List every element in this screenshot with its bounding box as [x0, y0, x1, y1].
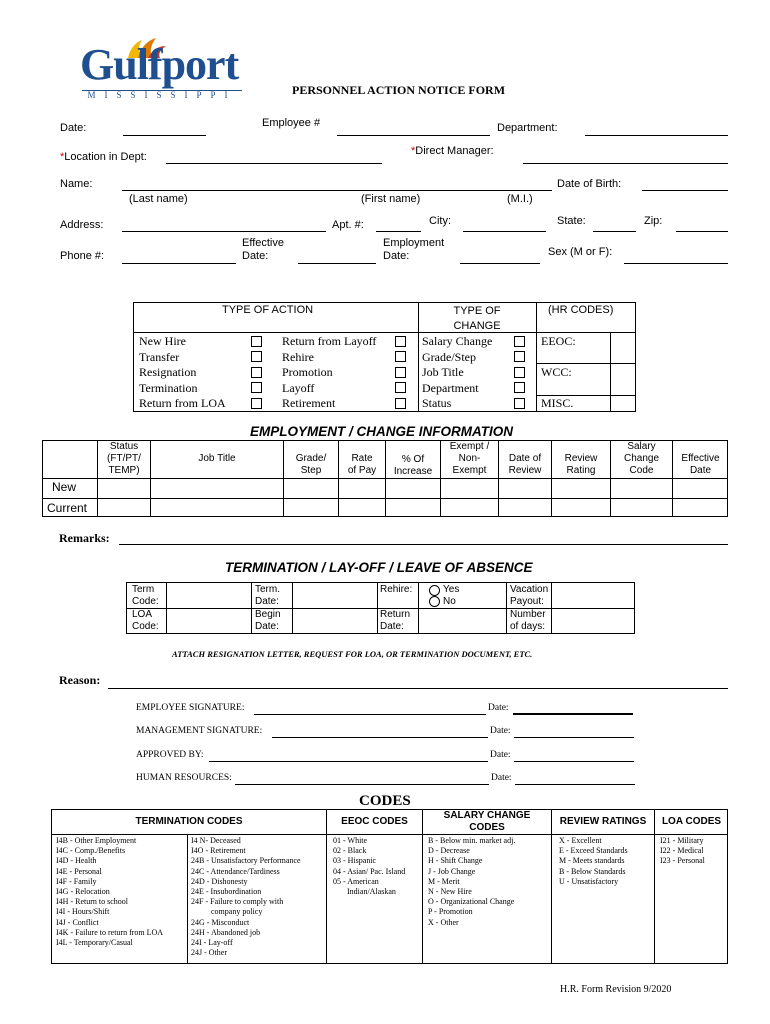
salary-code-item: H - Shift Change	[428, 856, 483, 866]
codes-col-rule	[326, 809, 327, 964]
col-scc-l1: Salary	[627, 441, 656, 452]
checkbox-rehire[interactable]	[395, 351, 406, 362]
eeoc-code-item: 04 - Asian/ Pac. Island	[333, 866, 406, 876]
checkbox-promotion[interactable]	[395, 367, 406, 378]
required-mark: *	[60, 151, 65, 163]
type-of-action-header: TYPE OF ACTION	[222, 304, 314, 316]
term-code-item: I4G - Relocation	[56, 887, 110, 897]
salary-code-item: N - New Hire	[428, 887, 472, 897]
col-job-title	[151, 453, 283, 464]
col-exempt-l2: Non-	[458, 453, 481, 464]
codes-col-rule	[187, 834, 188, 964]
department-line[interactable]	[585, 135, 728, 136]
eeoc-code-item: Indian/Alaskan	[347, 887, 396, 897]
checkbox-return-from-loa[interactable]	[251, 398, 262, 409]
term-code-item: 24F - Failure to comply with	[191, 897, 284, 907]
checkbox-status[interactable]	[514, 398, 525, 409]
return-date-label	[380, 609, 410, 633]
rehire-label: Rehire:	[380, 584, 413, 595]
action-new-hire: New Hire	[139, 334, 186, 348]
salary-code-item: X - Other	[428, 917, 459, 927]
salary-code-item: J - Job Change	[428, 866, 476, 876]
change-grade-step: Grade/Step	[422, 349, 476, 364]
action-table-header-rule	[133, 332, 636, 333]
reason-line[interactable]	[108, 688, 728, 689]
termination-codes-list-b	[191, 836, 301, 958]
action-return-from-layoff: Return from Layoff	[282, 334, 377, 348]
review-code-item: E - Exceed Standards	[559, 846, 628, 856]
sex-line[interactable]	[624, 263, 728, 264]
human-resources-label: HUMAN RESOURCES:	[136, 773, 232, 783]
action-retirement: Retirement	[282, 396, 336, 410]
remarks-label: Remarks:	[59, 531, 110, 545]
loa-codes-list	[660, 836, 705, 867]
term-code-item: I4D - Health	[56, 856, 97, 866]
change-status: Status	[422, 396, 452, 410]
checkbox-job-title[interactable]	[514, 367, 525, 378]
salary-codes-header	[423, 810, 551, 834]
term-code-l2: Code:	[132, 596, 159, 607]
required-mark: *	[411, 145, 416, 157]
hr-wcc: WCC:	[541, 365, 572, 379]
term-code-item: I4H - Return to school	[56, 897, 128, 907]
checkbox-grade-step[interactable]	[514, 351, 525, 362]
termination-col-rule	[292, 582, 293, 634]
hr-blank	[541, 350, 576, 366]
col-effective-date	[673, 453, 728, 477]
management-signature-label: MANAGEMENT SIGNATURE:	[136, 726, 263, 736]
employee-no-line[interactable]	[337, 135, 490, 136]
number-of-days-label	[510, 609, 546, 633]
salary-code-item: P - Promotion	[428, 907, 473, 917]
date-line[interactable]	[123, 135, 206, 136]
approved-by-date-label: Date:	[490, 750, 511, 760]
employment-col-rule	[150, 440, 151, 517]
action-return-from-loa: Return from LOA	[139, 396, 226, 410]
col-grade-step	[284, 453, 338, 477]
hr-codes-col	[541, 334, 576, 412]
term-code-item: 24J - Other	[191, 948, 227, 958]
sex-label: Sex (M or F):	[548, 246, 613, 258]
employee-no-label: Employee #	[262, 117, 321, 129]
employee-signature-date-line[interactable]	[513, 713, 633, 715]
col-dor-l2: Review	[508, 465, 542, 476]
type-of-change-line2: CHANGE	[453, 320, 501, 332]
col-status-l3: TEMP)	[108, 465, 140, 476]
term-code-item: company policy	[211, 907, 263, 917]
loa-code-l1: LOA	[132, 609, 153, 620]
review-code-item: U - Unsatisfactory	[559, 876, 619, 886]
col-salary-change-code	[611, 441, 672, 477]
col-scc-l3: Code	[629, 465, 654, 476]
col-pct-l1: % Of	[401, 454, 425, 465]
checkbox-new-hire[interactable]	[251, 336, 262, 347]
term-code-item: I4J - Conflict	[56, 917, 99, 927]
employment-col-rule	[283, 440, 284, 517]
eeoc-code-item: 05 - American	[333, 876, 379, 886]
last-name-hint: (Last name)	[129, 193, 188, 205]
employment-label-line1: Employment	[383, 237, 445, 249]
city-logo	[80, 34, 245, 100]
first-name-hint: (First name)	[361, 193, 421, 205]
name-line[interactable]	[122, 190, 552, 191]
human-resources-date-label: Date:	[491, 773, 512, 783]
change-department: Department	[422, 380, 479, 395]
salary-code-item: D - Decrease	[428, 846, 470, 856]
review-code-item: B - Below Standards	[559, 866, 626, 876]
col-rr-l1: Review	[564, 453, 598, 464]
location-label	[60, 151, 147, 163]
employment-col-rule	[498, 440, 499, 517]
date-label: Date:	[60, 122, 87, 134]
salary-header-l1: SALARY CHANGE	[443, 810, 531, 821]
form-title: PERSONNEL ACTION NOTICE FORM	[292, 83, 506, 97]
term-code-item: 24H - Abandoned job	[191, 927, 261, 937]
attach-note: ATTACH RESIGNATION LETTER, REQUEST FOR LOA, OR TERMINATION DOCUMENT, ETC.	[172, 649, 533, 659]
col-rate-l2: of Pay	[347, 465, 377, 476]
col-grade-l1: Grade/	[295, 453, 327, 464]
address-line[interactable]	[122, 231, 326, 232]
hr-misc: MISC.	[541, 396, 574, 410]
type-of-change-header	[419, 304, 535, 334]
col-ed-l1: Effective	[681, 453, 720, 464]
col-rate-l1: Rate	[351, 453, 373, 464]
rehire-yes-radio[interactable]	[429, 585, 440, 596]
eeoc-code-item: 02 - Black	[333, 846, 367, 856]
phone-line[interactable]	[122, 263, 236, 264]
management-signature-date-label: Date:	[490, 726, 511, 736]
action-table-divider	[610, 332, 611, 412]
col-status-l2: (FT/PT/	[107, 453, 141, 464]
checkbox-termination[interactable]	[251, 382, 262, 393]
col-rr-l2: Rating	[566, 465, 596, 476]
col-status-l1: Status	[109, 441, 139, 452]
col-status	[98, 441, 150, 477]
effective-date-line[interactable]	[298, 263, 376, 264]
action-layoff: Layoff	[282, 380, 315, 395]
codes-heading: CODES	[359, 793, 411, 809]
checkbox-salary-change[interactable]	[514, 336, 525, 347]
dob-line[interactable]	[642, 190, 728, 191]
loa-codes-header: LOA CODES	[661, 816, 722, 827]
codes-col-rule	[654, 809, 655, 964]
term-code-item: I4I - Hours/Shift	[56, 907, 110, 917]
address-label: Address:	[60, 219, 104, 231]
rehire-no-radio[interactable]	[429, 596, 440, 607]
approved-by-date-line[interactable]	[514, 761, 634, 762]
begin-date-l1: Begin	[255, 609, 281, 620]
loa-code-label	[132, 609, 159, 633]
term-code-l1: Term	[132, 584, 155, 595]
action-promotion: Promotion	[282, 365, 333, 379]
state-label: State:	[557, 215, 586, 227]
review-ratings-header: REVIEW RATINGS	[559, 816, 647, 827]
salary-header-l2: CODES	[469, 822, 505, 833]
checkbox-resignation[interactable]	[251, 367, 262, 378]
return-date-l1: Return	[380, 609, 411, 620]
approved-by-label: APPROVED BY:	[136, 750, 204, 760]
employment-heading: EMPLOYMENT / CHANGE INFORMATION	[250, 424, 513, 439]
checkbox-department[interactable]	[514, 382, 525, 393]
term-date-label	[255, 584, 280, 608]
employment-col-rule	[672, 440, 673, 517]
termination-col-rule	[551, 582, 552, 634]
checkbox-retirement[interactable]	[395, 398, 406, 409]
termination-codes-list-a	[56, 836, 163, 948]
row-new-label: New	[52, 480, 77, 494]
col-ed-l2: Date	[689, 465, 712, 476]
termination-codes-header: TERMINATION CODES	[135, 816, 243, 827]
employment-label-line2: Date:	[383, 250, 410, 262]
begin-date-label	[255, 609, 281, 633]
term-code-item: I4 N- Deceased	[191, 836, 241, 845]
col-exempt	[441, 441, 498, 477]
col-dor-l1: Date of	[508, 453, 542, 464]
department-label: Department:	[497, 122, 558, 134]
row-current-label: Current	[47, 501, 88, 515]
termination-col-rule	[377, 582, 378, 634]
effective-label-line2: Date:	[242, 250, 269, 262]
codes-col-rule	[551, 809, 552, 964]
change-job-title: Job Title	[422, 365, 464, 379]
rehire-no-label: No	[443, 596, 456, 607]
manager-line[interactable]	[523, 163, 728, 164]
logo-wordmark: Gulfport	[80, 40, 239, 89]
form-revision-footer: H.R. Form Revision 9/2020	[560, 984, 672, 995]
term-date-l2: Date:	[255, 596, 279, 607]
employment-date-label	[383, 237, 444, 263]
col-grade-l2: Step	[300, 465, 322, 476]
review-code-item: M - Meets standards	[559, 856, 625, 866]
col-pct-increase	[386, 454, 440, 478]
eeoc-code-item: 01 - White	[333, 836, 368, 845]
loa-code-item: I23 - Personal	[660, 856, 705, 866]
days-l1: Number	[510, 609, 546, 620]
term-code-item: I4L - Temporary/Casual	[56, 938, 133, 948]
reason-label: Reason:	[59, 673, 101, 687]
term-code-item: 24D - Dishonesty	[191, 876, 248, 886]
name-label: Name:	[60, 178, 93, 190]
action-resignation: Resignation	[139, 365, 197, 379]
col-date-of-review	[499, 453, 551, 477]
salary-code-item: O - Organizational Change	[428, 897, 515, 907]
city-label: City:	[429, 215, 451, 227]
termination-heading: TERMINATION / LAY-OFF / LEAVE OF ABSENCE	[225, 560, 533, 575]
begin-date-l2: Date:	[255, 621, 279, 632]
term-code-item: 24I - Lay-off	[191, 938, 233, 948]
rehire-yes-label: Yes	[443, 584, 460, 595]
col-pct-l2: Increase	[393, 466, 433, 477]
term-code-item: I4F - Family	[56, 876, 97, 886]
employee-signature-label: EMPLOYEE SIGNATURE:	[136, 703, 245, 713]
mi-hint: (M.I.)	[507, 193, 533, 205]
action-termination: Termination	[139, 380, 198, 395]
termination-col-rule	[506, 582, 507, 634]
termination-col-rule	[166, 582, 167, 634]
termination-col-rule	[251, 582, 252, 634]
effective-date-label	[242, 237, 284, 263]
eeoc-code-item: 03 - Hispanic	[333, 856, 377, 866]
term-code-item: I4K - Failure to return from LOA	[56, 927, 164, 937]
col-review-rating	[552, 453, 610, 477]
apt-line[interactable]	[376, 231, 421, 232]
action-col1	[139, 334, 226, 412]
term-code-item: 24C - Attendance/Tardiness	[191, 866, 280, 876]
vacation-l2: Payout:	[510, 596, 544, 607]
action-col2	[282, 334, 376, 412]
employment-date-line[interactable]	[460, 263, 540, 264]
manager-text: Direct Manager:	[415, 145, 494, 157]
change-salary: Salary Change	[422, 334, 493, 348]
salary-code-item: B - Below min. market adj.	[428, 836, 516, 845]
review-code-item: X - Excellent	[559, 836, 602, 845]
human-resources-line[interactable]	[235, 784, 489, 785]
term-code-item: I4B - Other Employment	[56, 836, 137, 845]
checkbox-layoff[interactable]	[395, 382, 406, 393]
state-line[interactable]	[593, 231, 636, 232]
employment-col-rule	[338, 440, 339, 517]
employee-signature-line[interactable]	[254, 714, 486, 715]
salary-code-item: M - Merit	[428, 876, 460, 886]
review-ratings-list	[559, 836, 628, 887]
return-date-l2: Date:	[380, 621, 404, 632]
col-exempt-l3: Exempt	[452, 465, 487, 476]
term-code-item: I4O - Retirement	[191, 846, 246, 856]
termination-col-rule	[418, 582, 419, 634]
zip-label: Zip:	[644, 215, 663, 227]
eeoc-codes-header: EEOC CODES	[341, 816, 408, 827]
term-code-item: I4C - Comp./Benefits	[56, 846, 126, 856]
location-text: Location in Dept:	[64, 151, 147, 163]
human-resources-date-line[interactable]	[515, 784, 635, 785]
term-code-item: 24G - Misconduct	[191, 917, 250, 927]
type-of-change-line1: TYPE OF	[453, 305, 501, 317]
apt-label: Apt. #:	[332, 219, 364, 231]
loa-code-item: I22 - Medical	[660, 846, 704, 856]
hr-eeoc: EEOC:	[541, 334, 576, 348]
eeoc-codes-list	[333, 836, 405, 897]
term-code-label	[132, 584, 159, 608]
loa-code-item: I21 - Military	[660, 836, 704, 845]
phone-label: Phone #:	[60, 250, 105, 262]
checkbox-transfer[interactable]	[251, 351, 262, 362]
dob-label: Date of Birth:	[557, 178, 622, 190]
hr-blank	[541, 381, 576, 397]
change-col	[422, 334, 492, 412]
location-line[interactable]	[166, 163, 382, 164]
employment-col-rule	[385, 440, 386, 517]
hr-codes-header: (HR CODES)	[548, 304, 614, 316]
days-l2: of days:	[510, 621, 546, 632]
effective-label-line1: Effective	[242, 237, 284, 249]
col-rate-of-pay	[339, 453, 385, 477]
remarks-line[interactable]	[119, 544, 728, 545]
col-scc-l2: Change	[623, 453, 660, 464]
city-line[interactable]	[463, 231, 546, 232]
logo-state: MISSISSIPPI	[87, 90, 237, 100]
term-code-item: 24B - Unsatisfactory Performance	[191, 856, 301, 866]
zip-line[interactable]	[676, 231, 728, 232]
management-signature-date-line[interactable]	[514, 737, 634, 738]
action-rehire: Rehire	[282, 349, 314, 364]
loa-code-l2: Code:	[132, 621, 159, 632]
codes-header-rule	[51, 834, 728, 835]
approved-by-line[interactable]	[209, 761, 488, 762]
term-date-l1: Term.	[255, 584, 280, 595]
employment-col-rule	[551, 440, 552, 517]
management-signature-line[interactable]	[272, 737, 488, 738]
term-code-item: I4E - Personal	[56, 866, 102, 876]
col-job-title-l1: Job Title	[198, 453, 236, 464]
vacation-payout-label	[510, 584, 548, 608]
action-transfer: Transfer	[139, 349, 180, 364]
manager-label	[411, 145, 494, 157]
col-exempt-l1: Exempt /	[449, 441, 490, 452]
vacation-l1: Vacation	[510, 584, 549, 595]
checkbox-return-from-layoff[interactable]	[395, 336, 406, 347]
salary-codes-list	[428, 836, 515, 928]
employee-signature-date-label: Date:	[488, 703, 509, 713]
term-code-item: 24E - Insubordination	[191, 887, 262, 897]
